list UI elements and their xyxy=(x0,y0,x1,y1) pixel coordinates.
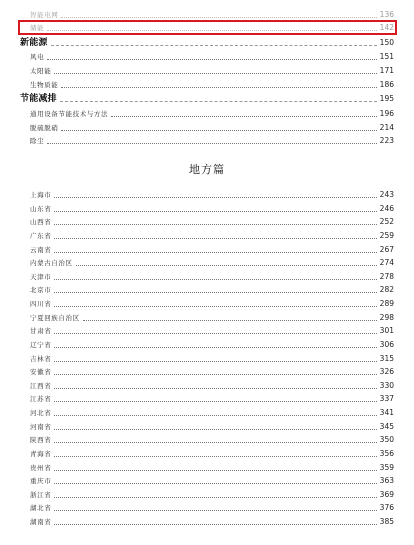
toc-entry-title: 江苏省 xyxy=(30,395,52,403)
toc-entry-title: 内蒙古自治区 xyxy=(30,259,73,267)
toc-entry[interactable] xyxy=(30,475,394,487)
dot-leader xyxy=(61,17,376,18)
dot-leader xyxy=(47,59,376,60)
toc-entry[interactable] xyxy=(30,230,394,242)
toc-entry[interactable] xyxy=(30,380,394,392)
dot-leader xyxy=(54,224,376,225)
dot-leader xyxy=(76,265,377,266)
toc-entry[interactable] xyxy=(30,489,394,501)
toc-entry-page-number: 186 xyxy=(379,80,394,89)
toc-entry-title: 广东省 xyxy=(30,232,52,240)
toc-entry-page-number: 326 xyxy=(379,367,394,376)
toc-entry[interactable] xyxy=(30,65,394,77)
toc-entry-page-number: 376 xyxy=(379,503,394,512)
toc-entry[interactable] xyxy=(30,502,394,514)
toc-entry-page-number: 136 xyxy=(379,10,394,19)
toc-entry-page-number: 298 xyxy=(379,313,394,322)
toc-entry-page-number: 301 xyxy=(379,326,394,335)
toc-entry-title: 通用设备节能技术与方法 xyxy=(30,110,109,118)
toc-entry[interactable] xyxy=(30,51,394,63)
toc-entry-page-number: 369 xyxy=(379,490,394,499)
toc-entry-title: 湖北省 xyxy=(30,504,52,512)
dot-leader xyxy=(54,388,376,389)
toc-entry[interactable] xyxy=(30,339,394,351)
toc-entry-page-number: 330 xyxy=(379,381,394,390)
dot-leader xyxy=(54,401,376,402)
toc-entry-title: 湖南省 xyxy=(30,518,52,526)
toc-entry-page-number: 142 xyxy=(379,23,394,32)
dot-leader xyxy=(54,415,376,416)
dot-leader xyxy=(60,101,377,102)
toc-entry-page-number: 278 xyxy=(379,272,394,281)
toc-entry-title: 四川省 xyxy=(30,300,52,308)
toc-entry[interactable] xyxy=(30,203,394,215)
dot-leader xyxy=(54,238,376,239)
toc-entry[interactable] xyxy=(30,108,394,120)
toc-entry-title: 浙江省 xyxy=(30,491,52,499)
toc-entry-title: 山西省 xyxy=(30,218,52,226)
toc-entry[interactable] xyxy=(30,22,394,34)
toc-entry[interactable] xyxy=(30,462,394,474)
toc-entry-page-number: 282 xyxy=(379,285,394,294)
dot-leader xyxy=(54,279,376,280)
toc-entry-title: 宁夏回族自治区 xyxy=(30,314,80,322)
toc-entry[interactable] xyxy=(30,284,394,296)
toc-entry[interactable] xyxy=(30,135,394,147)
toc-entry-title: 山东省 xyxy=(30,205,52,213)
toc-entry[interactable] xyxy=(30,516,394,528)
toc-entry-title: 太阳能 xyxy=(30,67,52,75)
dot-leader xyxy=(54,483,376,484)
toc-entry-page-number: 259 xyxy=(379,231,394,240)
toc-entry-page-number: 151 xyxy=(379,52,394,61)
toc-entry-title: 风电 xyxy=(30,53,45,61)
toc-entry-title: 北京市 xyxy=(30,286,52,294)
dot-leader xyxy=(47,30,376,31)
toc-entry[interactable] xyxy=(30,366,394,378)
toc-entry[interactable] xyxy=(30,353,394,365)
dot-leader xyxy=(54,347,376,348)
toc-entry-page-number: 223 xyxy=(379,136,394,145)
toc-entry[interactable] xyxy=(30,79,394,91)
toc-entry-title: 节能减排 xyxy=(20,94,57,104)
toc-entry[interactable] xyxy=(30,312,394,324)
toc-entry[interactable] xyxy=(30,407,394,419)
toc-entry-title: 智能电网 xyxy=(30,11,59,19)
toc-section-entry[interactable] xyxy=(20,92,394,106)
toc-entry[interactable] xyxy=(30,298,394,310)
dot-leader xyxy=(47,143,376,144)
dot-leader xyxy=(83,320,377,321)
dot-leader xyxy=(54,333,376,334)
dot-leader xyxy=(54,292,376,293)
toc-entry-page-number: 385 xyxy=(379,517,394,526)
toc-entry-page-number: 306 xyxy=(379,340,394,349)
toc-entry-title: 青海省 xyxy=(30,450,52,458)
toc-entry[interactable] xyxy=(30,325,394,337)
dot-leader xyxy=(54,510,376,511)
toc-entry-title: 新能源 xyxy=(20,38,48,48)
toc-entry-title: 重庆市 xyxy=(30,477,52,485)
toc-entry[interactable] xyxy=(30,448,394,460)
toc-entry-page-number: 337 xyxy=(379,394,394,403)
toc-entry[interactable] xyxy=(30,257,394,269)
toc-entry-page-number: 267 xyxy=(379,245,394,254)
dot-leader xyxy=(54,211,376,212)
toc-entry-page-number: 171 xyxy=(379,66,394,75)
dot-leader xyxy=(54,252,376,253)
dot-leader xyxy=(54,442,376,443)
dot-leader xyxy=(61,130,376,131)
toc-entry-title: 陕西省 xyxy=(30,436,52,444)
toc-entry-page-number: 345 xyxy=(379,422,394,431)
toc-entry[interactable] xyxy=(30,244,394,256)
dot-leader xyxy=(61,87,376,88)
toc-entry-page-number: 350 xyxy=(379,435,394,444)
toc-entry-page-number: 289 xyxy=(379,299,394,308)
toc-entry-title: 脱硫脱硝 xyxy=(30,124,59,132)
dot-leader xyxy=(54,361,376,362)
dot-leader xyxy=(54,374,376,375)
toc-entry[interactable] xyxy=(30,393,394,405)
toc-entry-page-number: 363 xyxy=(379,476,394,485)
toc-entry-page-number: 150 xyxy=(379,38,394,47)
toc-entry-title: 甘肃省 xyxy=(30,327,52,335)
toc-entry-page-number: 356 xyxy=(379,449,394,458)
dot-leader xyxy=(54,429,376,430)
dot-leader xyxy=(54,456,376,457)
toc-entry-page-number: 214 xyxy=(379,123,394,132)
toc-entry-page-number: 341 xyxy=(379,408,394,417)
toc-entry-page-number: 196 xyxy=(379,109,394,118)
toc-entry-title: 除尘 xyxy=(30,137,45,145)
dot-leader xyxy=(111,116,377,117)
toc-entry-page-number: 274 xyxy=(379,258,394,267)
dot-leader xyxy=(51,45,377,46)
dot-leader xyxy=(54,497,376,498)
dot-leader xyxy=(54,524,376,525)
toc-entry-title: 云南省 xyxy=(30,246,52,254)
toc-entry[interactable] xyxy=(30,421,394,433)
toc-entry[interactable] xyxy=(30,271,394,283)
toc-entry-title: 上海市 xyxy=(30,191,52,199)
toc-entry-title: 辽宁省 xyxy=(30,341,52,349)
toc-entry-title: 安徽省 xyxy=(30,368,52,376)
toc-entry-page-number: 315 xyxy=(379,354,394,363)
toc-entry-title: 生物质能 xyxy=(30,81,59,89)
dot-leader xyxy=(54,197,376,198)
toc-entry-title: 河南省 xyxy=(30,423,52,431)
toc-entry-title: 天津市 xyxy=(30,273,52,281)
toc-entry-page-number: 246 xyxy=(379,204,394,213)
toc-entry[interactable] xyxy=(30,189,394,201)
dot-leader xyxy=(54,470,376,471)
toc-entry-page-number: 359 xyxy=(379,463,394,472)
toc-entry-title: 贵州省 xyxy=(30,464,52,472)
dot-leader xyxy=(54,73,376,74)
toc-entry-page-number: 252 xyxy=(379,217,394,226)
toc-section-entry[interactable] xyxy=(20,36,394,50)
toc-entry-title: 吉林省 xyxy=(30,355,52,363)
dot-leader xyxy=(54,306,376,307)
toc-entry[interactable] xyxy=(30,122,394,134)
toc-entry-page-number: 195 xyxy=(379,94,394,103)
toc-entry[interactable] xyxy=(30,216,394,228)
toc-entry-page-number: 243 xyxy=(379,190,394,199)
part-heading: 地方篇 xyxy=(189,163,225,176)
toc-entry-title: 储能 xyxy=(30,24,45,32)
toc-entry[interactable] xyxy=(30,9,394,21)
toc-entry[interactable] xyxy=(30,434,394,446)
toc-entry-title: 河北省 xyxy=(30,409,52,417)
toc-entry-title: 江西省 xyxy=(30,382,52,390)
